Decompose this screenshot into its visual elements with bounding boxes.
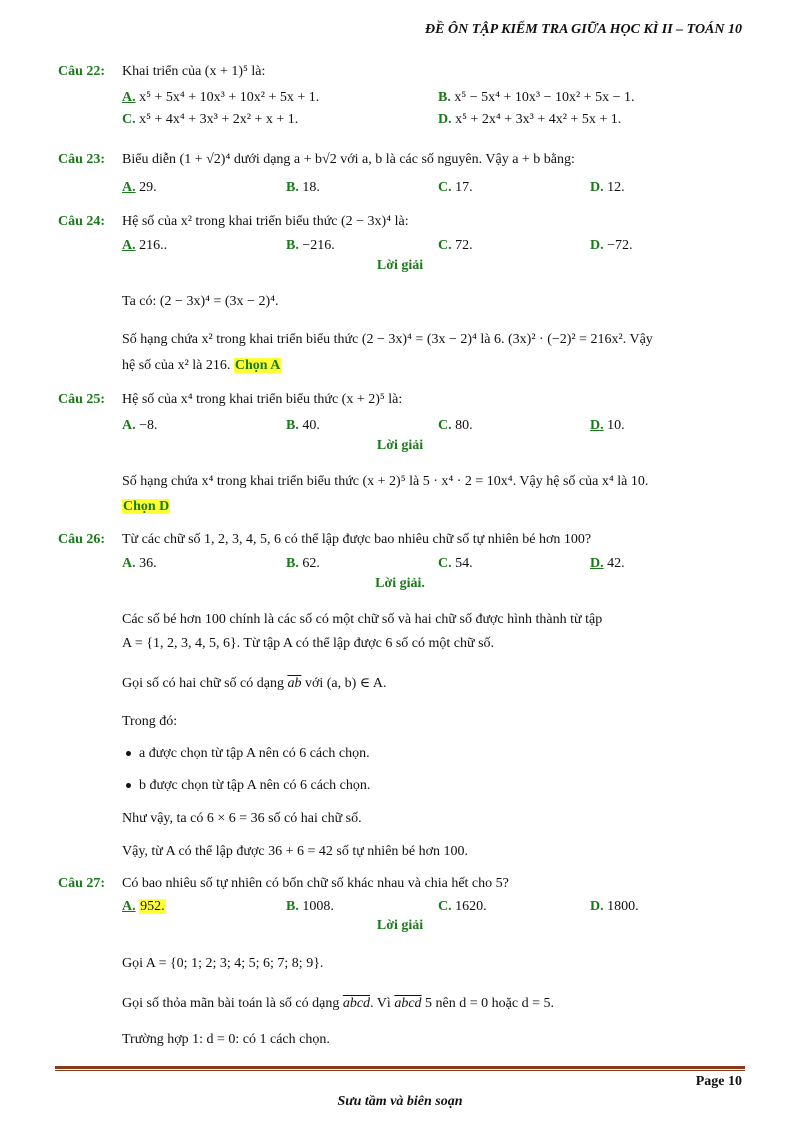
solution-line: Gọi A = {0; 1; 2; 3; 4; 5; 6; 7; 8; 9}. <box>122 956 324 971</box>
solution-line: Vậy, từ A có thể lập được 36 + 6 = 42 số tự nhiên bé hơn 100. <box>122 844 469 859</box>
option-d: D. −72. <box>590 238 633 253</box>
option-c: C. 17. <box>438 180 473 195</box>
solution-line: Các số bé hơn 100 chính là các số có một chữ số và hai chữ số được hình thành từ tập <box>122 612 603 627</box>
option-d: D. 42. <box>590 556 625 571</box>
option-a: A. 216.. <box>122 238 168 253</box>
option-b: B. 40. <box>286 418 320 433</box>
solution-line: hệ số của x² là 216. Chọn A <box>122 358 281 373</box>
solution-title: Lời giải. <box>375 576 425 591</box>
option-c: C. 72. <box>438 238 473 253</box>
solution-line: Như vậy, ta có 6 × 6 = 36 số có hai chữ số. <box>122 811 362 826</box>
option-a: A. x⁵ + 5x⁴ + 10x³ + 10x² + 5x + 1. <box>122 90 320 105</box>
question-23: Câu 23: Biểu diễn (1 + √2)⁴ dưới dạng a + b√2 với a, b là các số nguyên. Vậy a + b bằng: <box>58 152 575 167</box>
option-b: B. 62. <box>286 556 320 571</box>
solution-title: Lời giải <box>376 258 424 273</box>
option-d: D. x⁵ + 2x⁴ + 3x³ + 4x² + 5x + 1. <box>438 112 622 127</box>
option-d: D. 1800. <box>590 899 639 914</box>
option-c: C. 80. <box>438 418 473 433</box>
option-c: C. 54. <box>438 556 473 571</box>
option-b: B. −216. <box>286 238 335 253</box>
page-number: Page 10 <box>695 1074 742 1089</box>
solution-line: Trường hợp 1: d = 0: có 1 cách chọn. <box>122 1032 330 1047</box>
bullet-item: a được chọn từ tập A nên có 6 cách chọn. <box>126 744 370 764</box>
option-d: D. 12. <box>590 180 625 195</box>
question-26: Câu 26: Từ các chữ số 1, 2, 3, 4, 5, 6 có thể lập được bao nhiêu chữ số tự nhiên bé hơn 100? <box>58 532 592 547</box>
solution-title: Lời giải <box>376 918 424 933</box>
solution-line: Số hạng chứa x² trong khai triển biểu thức (2 − 3x)⁴ = (3x − 2)⁴ là 6. (3x)² · (−2)² = 216x². Vậy <box>122 332 653 347</box>
question-text: Khai triển của (x + 1)⁵ là: <box>122 64 266 79</box>
bullet-item: b được chọn từ tập A nên có 6 cách chọn. <box>126 776 370 796</box>
option-b: B. x⁵ − 5x⁴ + 10x³ − 10x² + 5x − 1. <box>438 90 635 105</box>
solution-title: Lời giải <box>376 438 424 453</box>
option-b: B. 1008. <box>286 899 334 914</box>
solution-line: Số hạng chứa x⁴ trong khai triển biểu thức (x + 2)⁵ là 5 · x⁴ · 2 = 10x⁴. Vậy hệ số của x⁴ là 10. <box>122 474 649 489</box>
page-header: ĐỀ ÔN TẬP KIỂM TRA GIỮA HỌC KÌ II – TOÁN 10 <box>425 22 742 37</box>
option-a: A. 952. <box>122 899 165 914</box>
footer-rule <box>55 1066 745 1069</box>
solution-line: A = {1, 2, 3, 4, 5, 6}. Từ tập A có thể lập được 6 số có một chữ số. <box>122 636 495 651</box>
option-b: B. 18. <box>286 180 320 195</box>
question-number: Câu 22: <box>58 64 106 79</box>
option-a: A. 36. <box>122 556 157 571</box>
question-22 <box>58 62 265 82</box>
question-24: Câu 24: Hệ số của x² trong khai triển biểu thức (2 − 3x)⁴ là: <box>58 214 409 229</box>
footer-rule-thin <box>55 1070 745 1071</box>
solution-line: Gọi số có hai chữ số có dạng $\overline{ab}$ với (a, b) ∈ A. <box>122 676 387 691</box>
bullet-icon <box>126 783 131 788</box>
option-c: C. 1620. <box>438 899 487 914</box>
solution-line <box>122 497 170 517</box>
option-a: A. 29. <box>122 180 157 195</box>
solution-line: Ta có: (2 − 3x)⁴ = (3x − 2)⁴. <box>122 294 279 309</box>
question-27: Câu 27: Có bao nhiêu số tự nhiên có bốn chữ số khác nhau và chia hết cho 5? <box>58 876 509 891</box>
option-a: A. −8. <box>122 418 158 433</box>
option-d: D. 10. <box>590 418 625 433</box>
solution-line: Gọi số thỏa mãn bài toán là số có dạng abcd. Vì abcd 5 nên d = 0 hoặc d = 5. <box>122 996 554 1011</box>
answer-highlight: Chọn D <box>123 499 170 514</box>
footer-note: Sưu tầm và biên soạn <box>337 1094 463 1109</box>
option-c: C. x⁵ + 4x⁴ + 3x³ + 2x² + x + 1. <box>122 112 299 127</box>
solution-line: Trong đó: <box>122 714 178 729</box>
question-25: Câu 25: Hệ số của x⁴ trong khai triển biểu thức (x + 2)⁵ là: <box>58 392 403 407</box>
bullet-icon <box>126 751 131 756</box>
answer-highlight: Chọn A <box>234 358 281 373</box>
